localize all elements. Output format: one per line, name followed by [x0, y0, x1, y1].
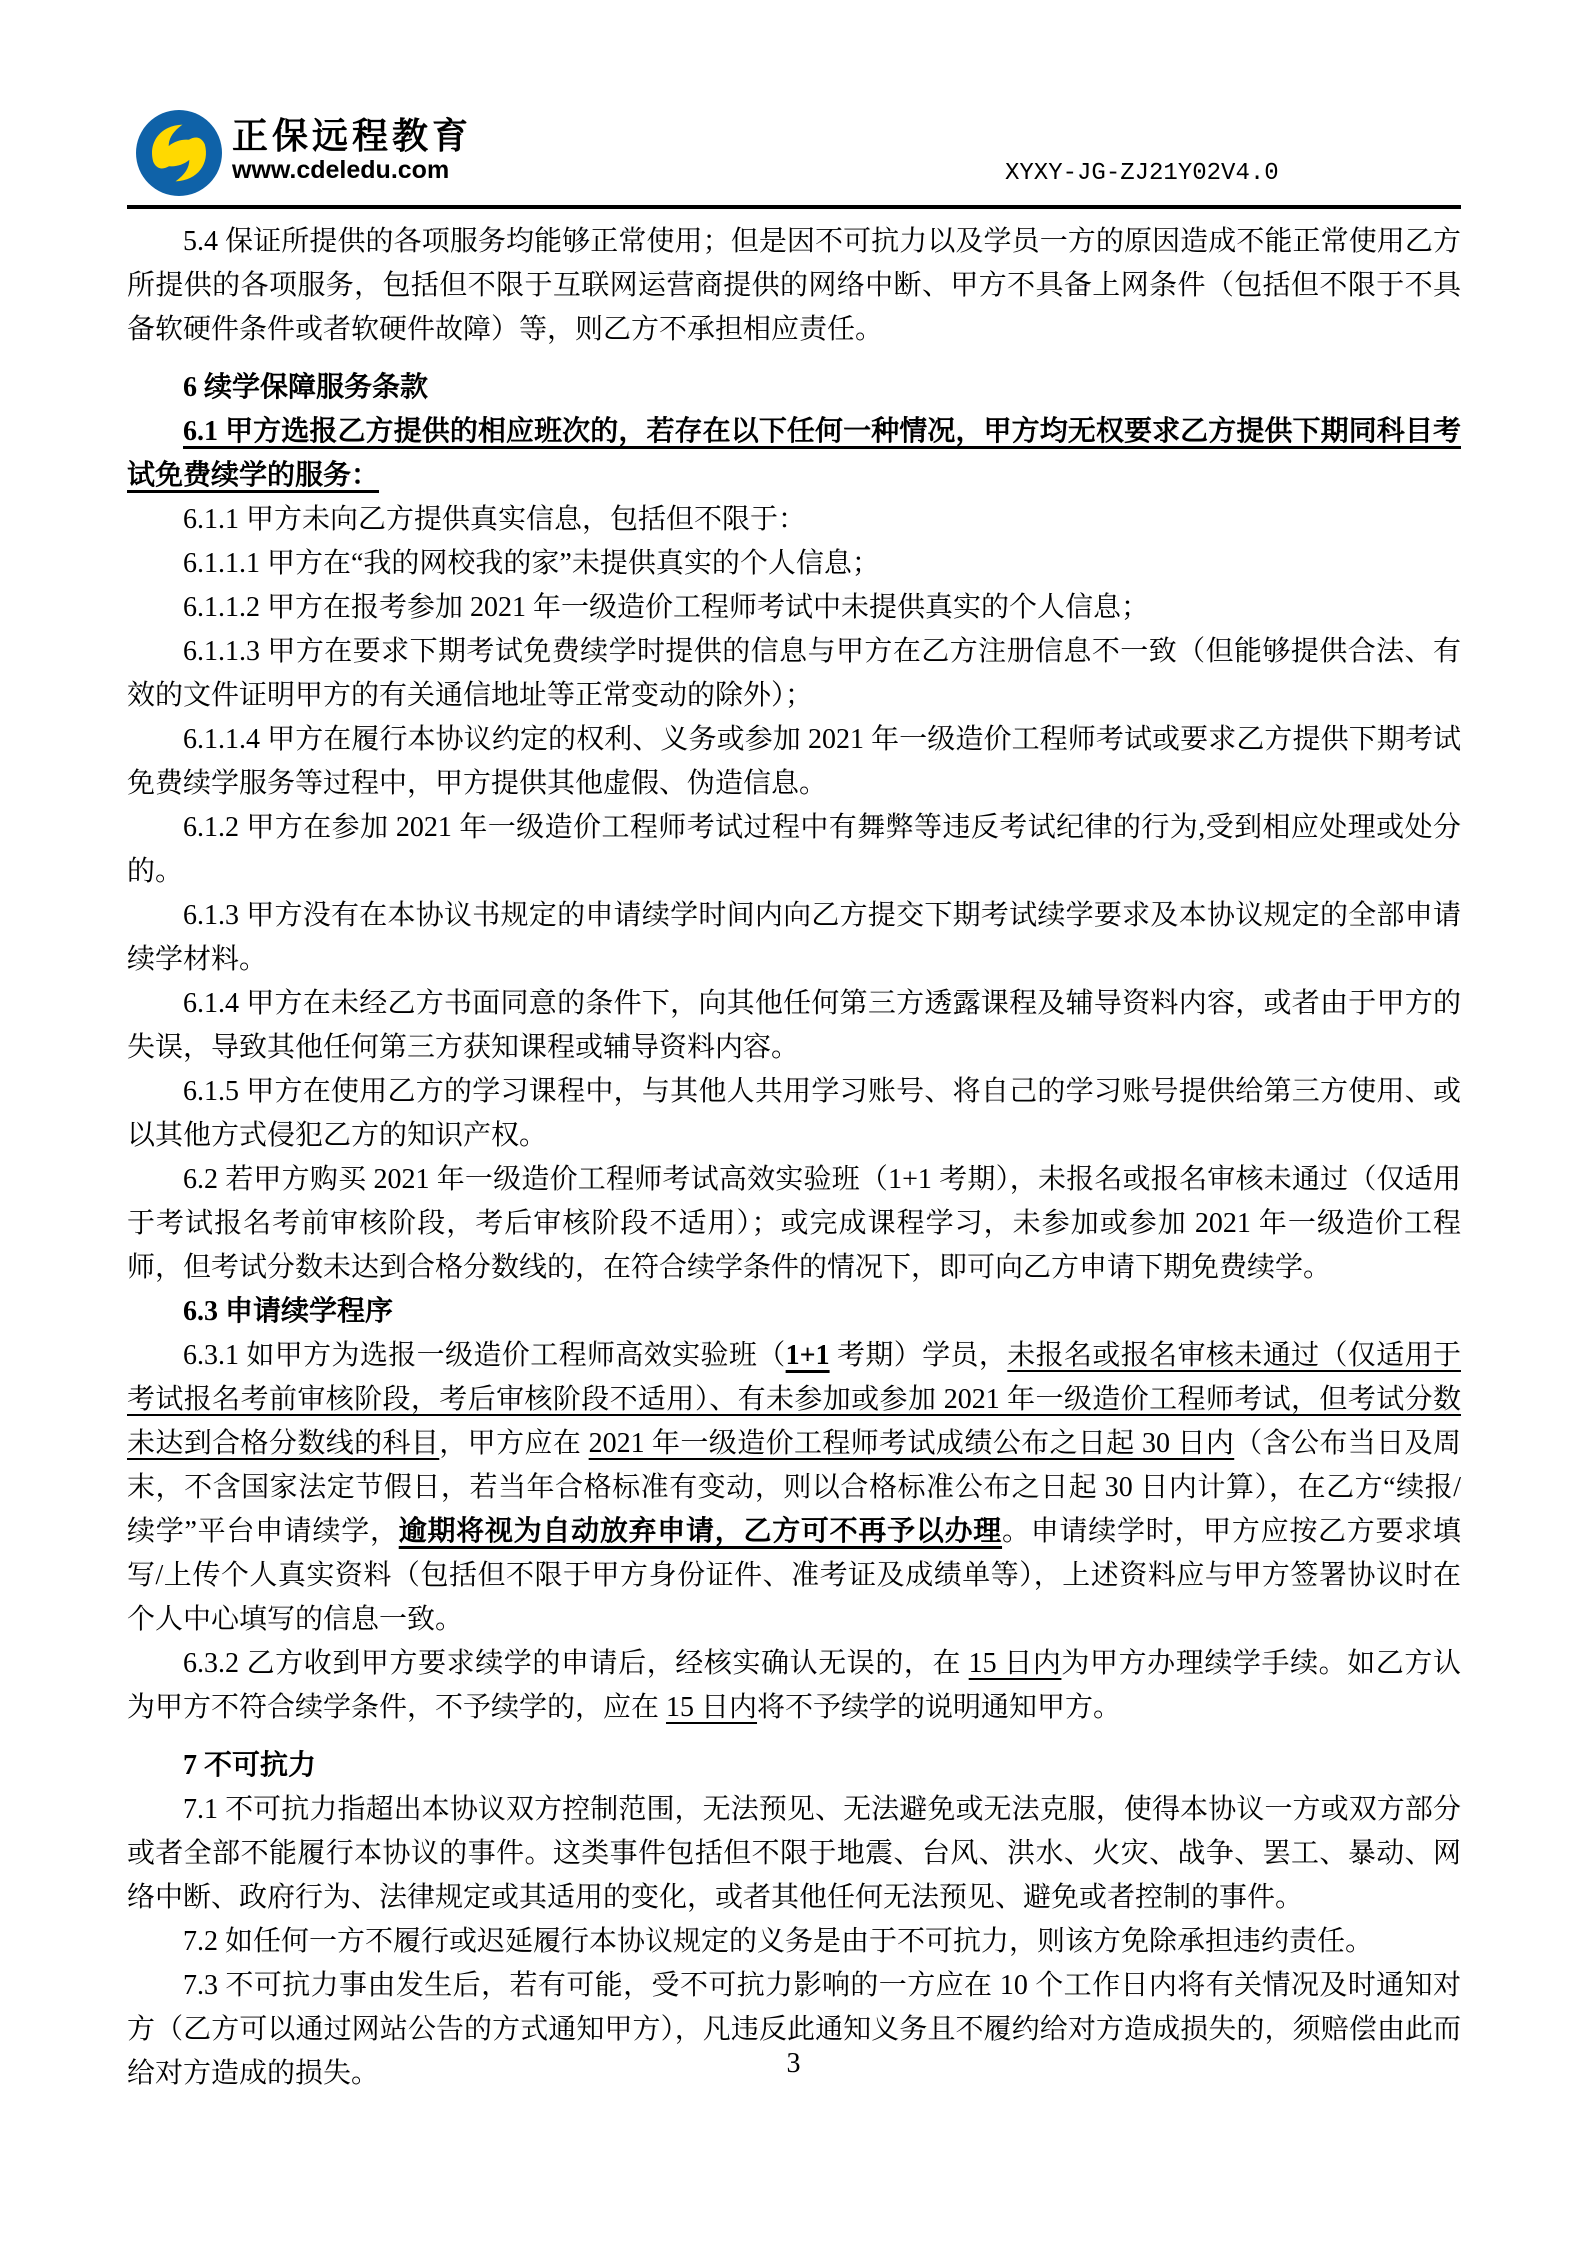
text-segment: 6.1 甲方选报乙方提供的相应班次的，若存在以下任何一种情况，甲方均无权要求乙方提供下期同科目考试免费续学的服务：	[127, 416, 1461, 491]
text-segment: 6.1.1 甲方未向乙方提供真实信息，包括但不限于：	[183, 504, 807, 535]
document-code: XYXY-JG-ZJ21Y02V4.0	[1005, 160, 1279, 187]
text-segment: 15 日内	[968, 1648, 1062, 1679]
text-segment: 6.1.1.1 甲方在“我的网校我的家”未提供真实的个人信息；	[183, 548, 880, 579]
text-segment: 6.1.2 甲方在参加 2021 年一级造价工程师考试过程中有舞弊等违反考试纪律的行为,受到相应处理或处分的。	[127, 812, 1461, 887]
text-segment: 为甲方办理续学手续。如乙方认为甲方不符合续学条件，不予续学的，应在	[127, 1648, 1461, 1723]
text-segment: 2021 年一级造价工程师考试成绩公布之日起 30 日内	[588, 1428, 1235, 1459]
paragraph-7-1	[127, 1788, 1461, 1920]
text-segment: 6.1.3 甲方没有在本协议书规定的申请续学时间内向乙方提交下期考试续学要求及本协议规定的全部申请续学材料。	[127, 900, 1461, 975]
paragraph-6-1-2	[127, 806, 1461, 894]
text-segment: 6.1.1.3 甲方在要求下期考试免费续学时提供的信息与甲方在乙方注册信息不一致（但能够提供合法、有效的文件证明甲方的有关通信地址等正常变动的除外）；	[127, 636, 1461, 711]
text-segment: 6.3.2 乙方收到甲方要求续学的申请后，经核实确认无误的，在	[183, 1648, 969, 1679]
text-segment: 6.3 申请续学程序	[183, 1296, 394, 1327]
paragraph-6-3-2	[127, 1642, 1461, 1730]
page-header	[0, 0, 1587, 212]
text-segment: 6.1.5 甲方在使用乙方的学习课程中，与其他人共用学习账号、将自己的学习账号提供给第三方使用、或以其他方式侵犯乙方的知识产权。	[127, 1076, 1461, 1151]
text-segment: 6.1.1.4 甲方在履行本协议约定的权利、义务或参加 2021 年一级造价工程师考试或要求乙方提供下期考试免费续学服务等过程中，甲方提供其他虚假、伪造信息。	[127, 724, 1461, 799]
text-segment: ，甲方应在	[439, 1428, 589, 1459]
text-segment: 6 续学保障服务条款	[183, 372, 429, 403]
brand-logo	[136, 110, 472, 196]
heading-7	[127, 1744, 1461, 1788]
text-segment: 6.2 若甲方购买 2021 年一级造价工程师考试高效实验班（1+1 考期），未报名或报名审核未通过（仅适用于考试报名考前审核阶段，考后审核阶段不适用）；或完成课程学习，未参加或参加 2021 年一级造价工程师，但考试分数未达到合格分数线的，在符合续学条件的情况下，即可向乙方申请下期免费续学。	[127, 1164, 1461, 1283]
text-segment: 7.3 不可抗力事由发生后，若有可能，受不可抗力影响的一方应在 10 个工作日内将有关情况及时通知对方（乙方可以通过网站公告的方式通知甲方），凡违反此通知义务且不履约给对方造成损失的，须赔偿由此而给对方造成的损失。	[127, 1970, 1461, 2089]
paragraph-5-4	[127, 220, 1461, 352]
text-segment: 考期）学员，	[829, 1340, 1008, 1371]
brand-name: 正保远程教育	[232, 115, 473, 156]
text-segment: 15 日内	[666, 1692, 758, 1723]
paragraph-6-1-1	[127, 498, 1461, 542]
paragraph-6-3-1	[127, 1334, 1461, 1642]
heading-6	[127, 366, 1461, 410]
text-segment: 6.1.1.2 甲方在报考参加 2021 年一级造价工程师考试中未提供真实的个人信息；	[183, 592, 1150, 623]
text-segment: 7.2 如任何一方不履行或迟延履行本协议规定的义务是由于不可抗力，则该方免除承担违约责任。	[183, 1926, 1374, 1957]
page-number: 3	[786, 2048, 801, 2079]
brand-url: www.cdeledu.com	[232, 156, 450, 184]
paragraph-6-1-1-2	[127, 586, 1461, 630]
text-segment: 5.4 保证所提供的各项服务均能够正常使用；但是因不可抗力以及学员一方的原因造成不能正常使用乙方所提供的各项服务，包括但不限于互联网运营商提供的网络中断、甲方不具备上网条件（包括但不限于不具备软硬件条件或者软硬件故障）等，则乙方不承担相应责任。	[127, 226, 1461, 345]
text-segment: 未报名或报名审核未通过（仅适用于考试报名考前审核阶段，考后审核阶段不适用）、有未参加或参加 2021 年一级造价工程师考试，但考试分数未达到合格分数线的科目	[127, 1340, 1461, 1459]
paragraph-6-1	[127, 410, 1461, 498]
paragraph-6-2	[127, 1158, 1461, 1290]
header-divider	[127, 205, 1461, 209]
text-segment: 将不予续学的说明通知甲方。	[757, 1692, 1122, 1723]
paragraph-6-1-4	[127, 982, 1461, 1070]
paragraph-6-1-1-4	[127, 718, 1461, 806]
brand-text-block	[232, 110, 472, 184]
paragraph-6-1-1-3	[127, 630, 1461, 718]
paragraph-7-2	[127, 1920, 1461, 1964]
text-segment: 6.1.4 甲方在未经乙方书面同意的条件下，向其他任何第三方透露课程及辅导资料内容，或者由于甲方的失误，导致其他任何第三方获知课程或辅导资料内容。	[127, 988, 1461, 1063]
text-segment: 。申请续学时，甲方应按乙方要求填写/上传个人真实资料（包括但不限于甲方身份证件、准考证及成绩单等），上述资料应与甲方签署协议时在个人中心填写的信息一致。	[127, 1516, 1461, 1635]
heading-6-3	[127, 1290, 1461, 1334]
paragraph-6-1-1-1	[127, 542, 1461, 586]
document-body	[127, 220, 1461, 2096]
text-segment: （含公布当日及周末，不含国家法定节假日，若当年合格标准有变动，则以合格标准公布之日起 30 日内计算），在乙方“续报/续学”平台申请续学，	[127, 1428, 1461, 1547]
text-segment: 6.3.1 如甲方为选报一级造价工程师高效实验班（	[183, 1340, 786, 1371]
text-segment: 1+1	[785, 1340, 830, 1371]
paragraph-6-1-3	[127, 894, 1461, 982]
zhengbao-logo-icon	[136, 110, 222, 196]
text-segment: 7 不可抗力	[183, 1750, 317, 1781]
paragraph-6-1-5	[127, 1070, 1461, 1158]
text-segment: 逾期将视为自动放弃申请，乙方可不再予以办理	[398, 1516, 1003, 1547]
text-segment: 7.1 不可抗力指超出本协议双方控制范围，无法预见、无法避免或无法克服，使得本协议一方或双方部分或者全部不能履行本协议的事件。这类事件包括但不限于地震、台风、洪水、火灾、战争、罢工、暴动、网络中断、政府行为、法律规定或其适用的变化，或者其他任何无法预见、避免或者控制的事件。	[127, 1794, 1461, 1913]
